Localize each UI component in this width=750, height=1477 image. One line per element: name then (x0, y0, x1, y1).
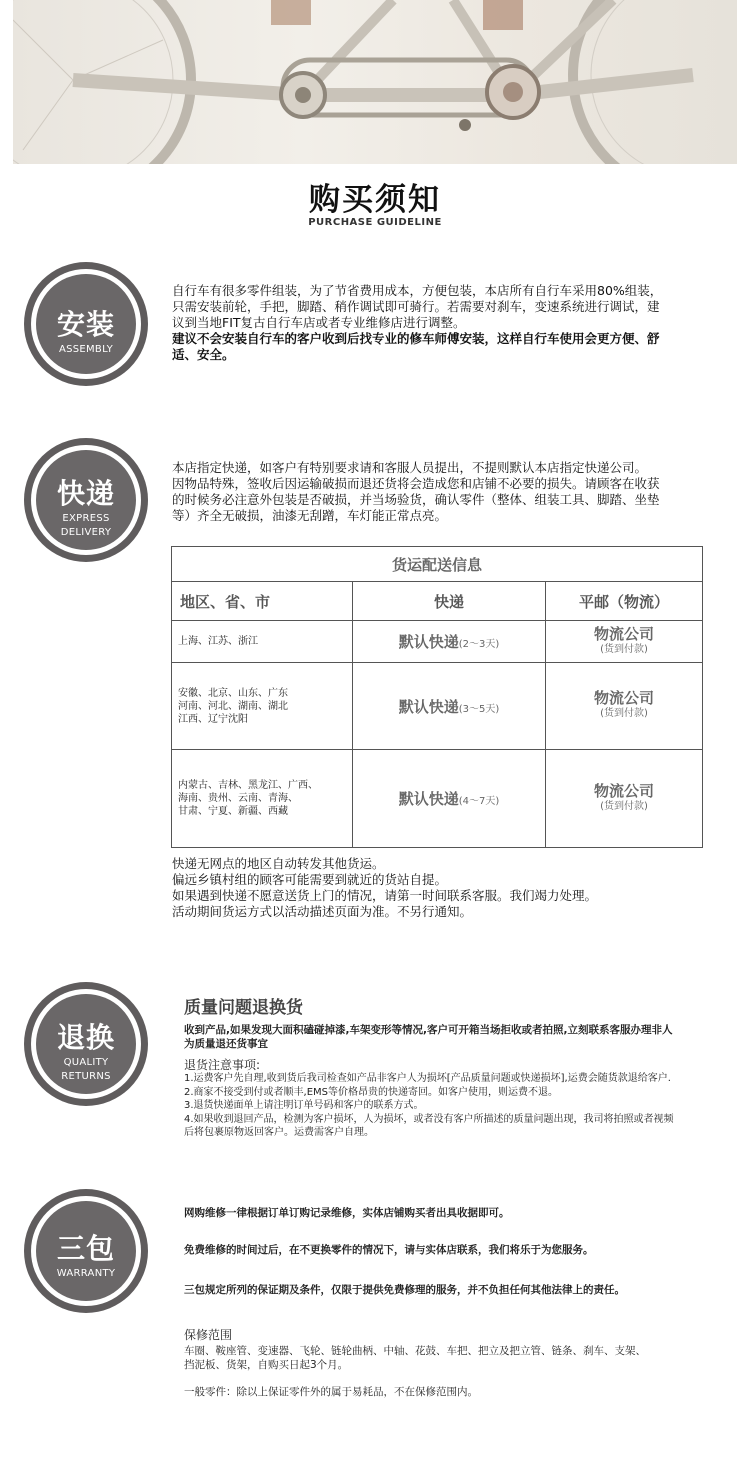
warranty-scope (184, 1344, 724, 1372)
assembly-text (172, 283, 712, 363)
text-line: 车圈、鞍座管、变速器、飞轮、链轮曲柄、中轴、花鼓、车把、把立及把立管、链条、刹车、支架、 (184, 1345, 646, 1357)
delivery-text (172, 460, 712, 524)
text-line: 因物品特殊，签收后因运输破损而退还货将会造成您和店铺不必要的损失。请顾客在收获 (172, 476, 660, 491)
returns-badge-en-2: RETURNS (61, 1071, 111, 1082)
list-item: 3.退货快递面单上请注明订单号码和客户的联系方式。 (184, 1100, 424, 1111)
shipping-table (171, 546, 703, 848)
express-cell: 默认快递(4～7天) (353, 750, 546, 848)
delivery-badge-cn: 快递 (56, 477, 115, 510)
hero-banner-bicycle (13, 0, 737, 164)
returns-badge (22, 980, 150, 1108)
text-line: 挡泥板、货架，自购买日起3个月。 (184, 1359, 349, 1371)
delivery-badge (22, 436, 150, 564)
bicycle-illustration (13, 0, 737, 164)
warranty-general: 一般零件：除以上保证零件外的属于易耗品，不在保修范围内。 (184, 1386, 478, 1398)
express-cell: 默认快递(2～3天) (353, 621, 546, 663)
page-title (0, 174, 750, 228)
table-row (172, 621, 703, 663)
logistics-cell: 物流公司 (货到付款) (546, 621, 703, 663)
region-cell: 内蒙古、吉林、黑龙江、广西、 海南、贵州、云南、青海、 甘肃、宁夏、新疆、西藏 (172, 750, 353, 848)
region-cell: 安徽、北京、山东、广东 河南、河北、湖南、湖北 江西、辽宁沈阳 (172, 663, 353, 750)
warranty-badge-en: WARRANTY (56, 1268, 116, 1279)
list-item: 后将包裹原物返回客户。运费需客户自理。 (184, 1127, 374, 1138)
returns-badge-cn: 退换 (56, 1021, 115, 1054)
logistics-cell: 物流公司 (货到付款) (546, 750, 703, 848)
delivery-badge-en-2: DELIVERY (60, 527, 112, 538)
table-header: 快递 (353, 582, 546, 621)
warranty-badge-cn: 三包 (56, 1232, 115, 1265)
table-row (172, 663, 703, 750)
logistics-cell: 物流公司 (货到付款) (546, 663, 703, 750)
returns-badge-en-1: QUALITY (63, 1057, 109, 1068)
note-line: 偏远乡镇村组的顾客可能需要到就近的货站自提。 (172, 872, 448, 887)
title-en: PURCHASE GUIDELINE (308, 217, 442, 228)
note-line: 活动期间货运方式以活动描述页面为准。不另行通知。 (172, 904, 473, 919)
table-caption: 货运配送信息 (172, 547, 703, 582)
text-line: 自行车有很多零件组装，为了节省费用成本，方便包装，本店所有自行车采用80%组装， (172, 283, 663, 298)
assembly-badge-cn: 安装 (56, 308, 115, 341)
text-line: 议到当地FIT复古自行车店或者专业维修店进行调整。 (172, 315, 466, 330)
table-header: 地区、省、市 (172, 582, 353, 621)
returns-intro (184, 1023, 724, 1051)
returns-heading: 质量问题退换货 (184, 998, 303, 1018)
text-line: 收到产品,如果发现大面积磕碰掉漆,车架变形等情况,客户可开箱当场拒收或者拍照,立刻联系客服办理非人 (184, 1024, 673, 1036)
assembly-badge (22, 260, 150, 388)
text-line: 为质量退还货事宜 (184, 1038, 268, 1050)
warranty-p1: 网购维修一律根据订单订购记录维修，实体店铺购买者出具收据即可。 (184, 1207, 510, 1219)
text-line: 的时候务必注意外包装是否破损，并当场验货，确认零件（整体、组装工具、脚踏、坐垫 (172, 492, 660, 507)
warranty-badge (22, 1187, 150, 1315)
text-line: 等）齐全无破损，油漆无刮蹭，车灯能正常点亮。 (172, 508, 448, 523)
list-item: 4.如果收到退回产品，检测为客户损坏，人为损坏，或者没有客户所描述的质量问题出现，我司将拍照或者视频 (184, 1113, 674, 1125)
warranty-p2: 免费维修的时间过后，在不更换零件的情况下，请与实体店联系，我们将乐于为您服务。 (184, 1244, 594, 1256)
returns-items (184, 1072, 729, 1140)
table-row (172, 750, 703, 848)
title-cn: 购买须知 (309, 182, 441, 218)
text-line: 只需安装前轮，手把，脚踏、稍作调试即可骑行。若需要对刹车，变速系统进行调试，建 (172, 299, 660, 314)
table-header: 平邮（物流） (546, 582, 703, 621)
warranty-scope-title: 保修范围 (184, 1328, 233, 1342)
text-line: 本店指定快递，如客户有特别要求请和客服人员提出，不提则默认本店指定快递公司。 (172, 460, 648, 475)
warranty-p3: 三包规定所列的保证期及条件，仅限于提供免费修理的服务，并不负担任何其他法律上的责任。 (184, 1284, 625, 1296)
text-line-bold: 建议不会安装自行车的客户收到后找专业的修车师傅安装，这样自行车使用会更方便、舒 (172, 331, 660, 346)
note-line: 如果遇到快递不愿意送货上门的情况，请第一时间联系客服。我们竭力处理。 (172, 888, 598, 903)
text-line-bold: 适、安全。 (172, 347, 235, 362)
assembly-badge-en: ASSEMBLY (58, 344, 114, 355)
region-cell: 上海、江苏、浙江 (172, 621, 353, 663)
delivery-badge-en-1: EXPRESS (62, 513, 110, 524)
list-item: 2.商家不接受到付或者顺丰,EMS等价格昂贵的快递寄回。如客户使用，则运费不退。 (184, 1086, 559, 1098)
delivery-notes (172, 856, 712, 920)
note-line: 快递无网点的地区自动转发其他货运。 (172, 856, 385, 871)
list-item: 1.运费客户先自理,收到货后我司检查如产品非客户人为损坏[产品质量问题或快递损坏],运费会随货款退给客户. (184, 1073, 671, 1084)
express-cell: 默认快递(3～5天) (353, 663, 546, 750)
returns-subheading: 退货注意事项: (184, 1058, 261, 1072)
